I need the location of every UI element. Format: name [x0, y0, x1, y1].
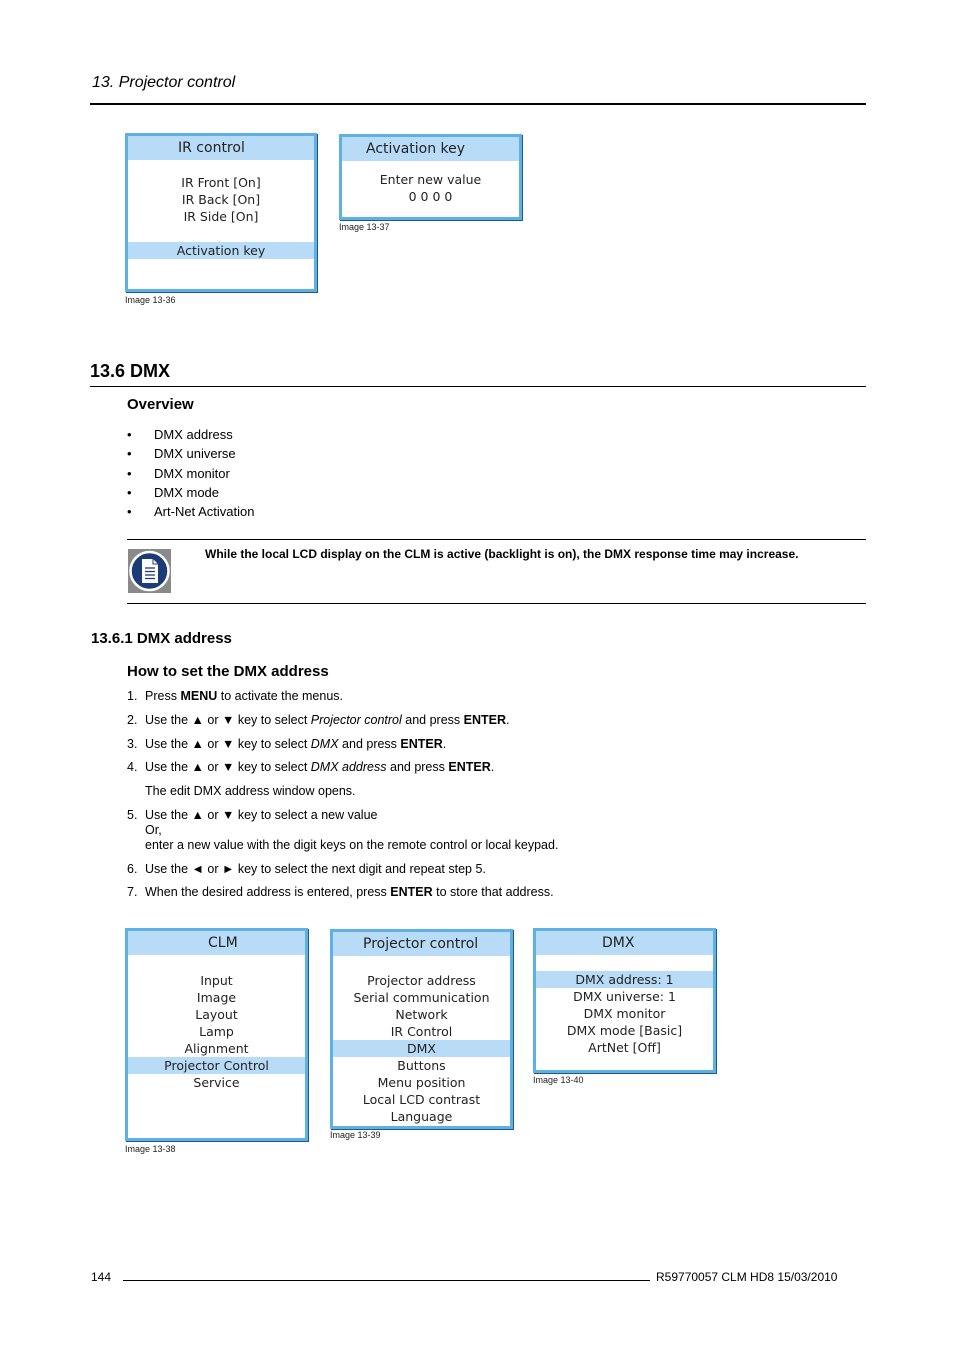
menu-item-menu-position: Menu position — [377, 1075, 466, 1090]
menu-item-activation-key: Activation key — [128, 242, 314, 259]
menu-item-input: Input — [200, 973, 233, 988]
note-bottom-rule — [127, 603, 866, 604]
subsection-title: 13.6.1 DMX address — [91, 630, 232, 647]
chapter-title: 13. Projector control — [92, 74, 236, 91]
dmx-menu — [533, 928, 716, 1073]
ir-control-menu-title: IR control — [128, 136, 314, 160]
menu-item-ir-front: IR Front [On] — [181, 175, 261, 190]
list-item: • DMX mode — [127, 484, 254, 503]
menu-item-image: Image — [196, 990, 237, 1005]
step-5: 5. Use the ▲ or ▼ key to select a new value — [127, 808, 378, 822]
image-caption: Image 13-37 — [339, 222, 390, 232]
menu-item-dmx-monitor: DMX monitor — [583, 1006, 666, 1021]
menu-item-lamp: Lamp — [199, 1024, 234, 1039]
clm-menu-title: CLM — [128, 931, 305, 955]
section-title: 13.6 DMX — [90, 361, 171, 381]
menu-item-projector-control: Projector Control — [128, 1057, 305, 1074]
enter-value-prompt: Enter new value — [379, 172, 482, 187]
activation-key-menu — [339, 134, 522, 220]
overview-list — [127, 426, 254, 522]
image-caption: Image 13-40 — [533, 1075, 584, 1085]
menu-item-ir-control: IR Control — [390, 1024, 453, 1039]
page-number: 144 — [91, 1270, 112, 1284]
menu-item-dmx-mode: DMX mode [Basic] — [566, 1023, 683, 1038]
list-item: • DMX universe — [127, 445, 254, 464]
dmx-menu-title: DMX — [536, 931, 713, 955]
procedure-heading: How to set the DMX address — [127, 663, 329, 680]
note-text: While the local LCD display on the CLM is active (backlight is on), the DMX response time may increase. — [205, 547, 799, 561]
menu-item-local-lcd-contrast: Local LCD contrast — [362, 1092, 481, 1107]
step-7: 7. When the desired address is entered, press ENTER to store that address. — [127, 885, 554, 899]
menu-item-dmx-universe: DMX universe: 1 — [573, 989, 676, 1004]
menu-item-projector-address: Projector address — [367, 973, 476, 988]
activation-key-value: 0 0 0 0 — [408, 189, 453, 204]
step-2: 2. Use the ▲ or ▼ key to select Projector control and press ENTER. — [127, 713, 510, 727]
overview-heading: Overview — [127, 396, 194, 413]
step-3: 3. Use the ▲ or ▼ key to select DMX and press ENTER. — [127, 737, 447, 751]
image-caption: Image 13-38 — [125, 1144, 176, 1154]
image-caption: Image 13-39 — [330, 1130, 381, 1140]
footer-rule — [123, 1280, 650, 1281]
section-rule — [90, 386, 866, 387]
step-4-result: The edit DMX address window opens. — [145, 784, 356, 798]
note-top-rule — [127, 539, 866, 540]
list-item: • Art-Net Activation — [127, 503, 254, 522]
menu-item-layout: Layout — [195, 1007, 238, 1022]
step-4: 4. Use the ▲ or ▼ key to select DMX address and press ENTER. — [127, 760, 495, 774]
menu-item-ir-side: IR Side [On] — [183, 209, 259, 224]
menu-item-dmx: DMX — [333, 1040, 510, 1057]
ir-control-menu — [125, 133, 317, 292]
header-rule — [90, 103, 866, 105]
menu-item-artnet: ArtNet [Off] — [588, 1040, 661, 1055]
note-document-icon — [128, 549, 171, 593]
menu-item-dmx-address: DMX address: 1 — [536, 971, 713, 988]
step-5-or: Or, — [145, 823, 162, 837]
projector-control-menu — [330, 929, 513, 1129]
document-reference: R59770057 CLM HD8 15/03/2010 — [656, 1270, 838, 1284]
menu-item-ir-back: IR Back [On] — [181, 192, 261, 207]
step-1: 1. Press MENU to activate the menus. — [127, 689, 344, 703]
activation-key-menu-title: Activation key — [342, 137, 519, 161]
projector-control-menu-title: Projector control — [333, 932, 510, 956]
menu-item-network: Network — [395, 1007, 448, 1022]
menu-item-language: Language — [390, 1109, 453, 1124]
step-6: 6. Use the ◄ or ► key to select the next digit and repeat step 5. — [127, 862, 486, 876]
clm-menu — [125, 928, 308, 1141]
list-item: • DMX monitor — [127, 465, 254, 484]
menu-item-buttons: Buttons — [397, 1058, 446, 1073]
image-caption: Image 13-36 — [125, 295, 176, 305]
list-item: • DMX address — [127, 426, 254, 445]
menu-item-alignment: Alignment — [184, 1041, 249, 1056]
step-5-alternative: enter a new value with the digit keys on the remote control or local keypad. — [145, 838, 559, 852]
menu-item-service: Service — [193, 1075, 240, 1090]
menu-item-serial-communication: Serial communication — [353, 990, 490, 1005]
